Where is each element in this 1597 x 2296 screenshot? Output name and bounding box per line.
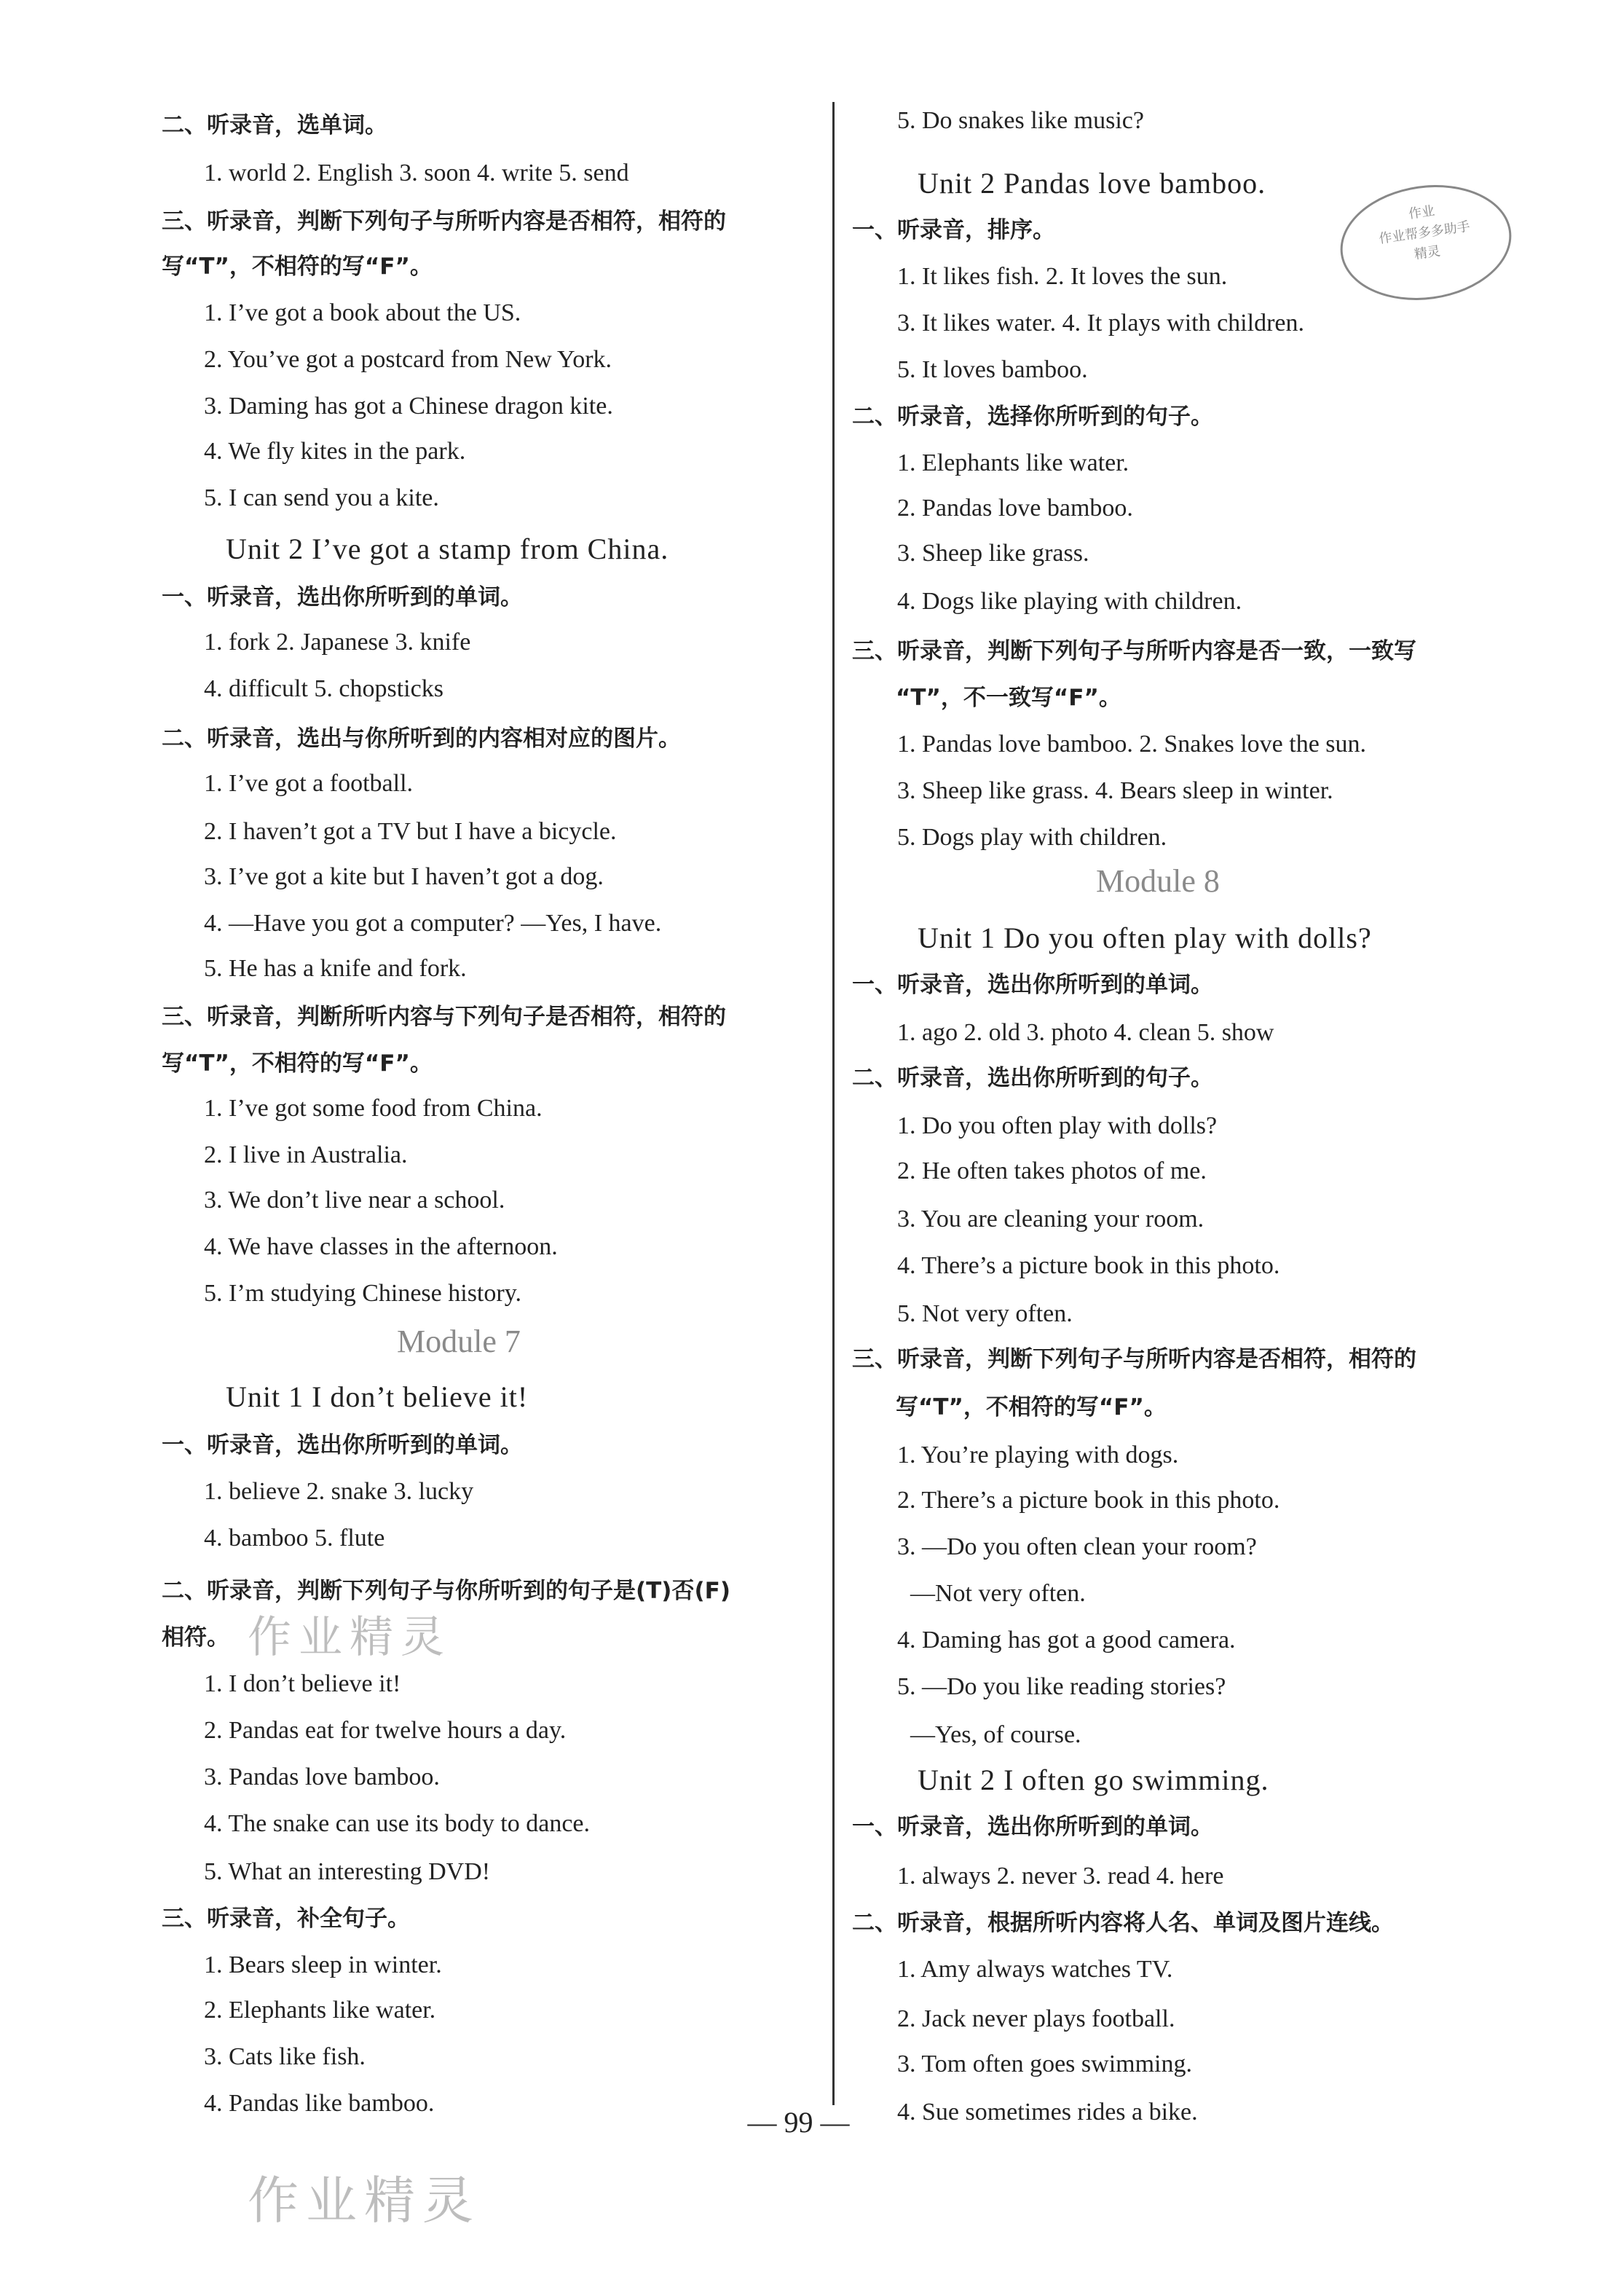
unit-title: Unit 1 I don’t believe it!: [226, 1380, 529, 1413]
list-item: 4. Sue sometimes rides a bike.: [897, 2099, 1198, 2126]
list-item: 2. Jack never plays football.: [897, 2005, 1175, 2032]
section-heading: 二、听录音，选单词。: [162, 112, 387, 138]
page-number: — 99 —: [747, 2106, 850, 2139]
list-item: 2. Pandas love bamboo.: [897, 495, 1133, 522]
section-heading: “T”，不一致写“F”。: [896, 685, 1121, 711]
list-item: 3. You are cleaning your room.: [897, 1206, 1204, 1232]
list-item: 1. Do you often play with dolls?: [897, 1112, 1218, 1139]
section-heading: 相符。: [162, 1624, 229, 1651]
section-heading: 一、听录音，选出你所听到的单词。: [162, 1432, 523, 1458]
list-item: 2. I haven’t got a TV but I have a bicycle.: [204, 818, 617, 845]
list-item: 3. I’ve got a kite but I haven’t got a dog.: [204, 863, 604, 890]
list-item: 2. I live in Australia.: [204, 1141, 408, 1168]
list-item: 4. Dogs like playing with children.: [897, 588, 1242, 615]
module-title: Module 8: [1096, 863, 1220, 899]
list-item: 5. He has a knife and fork.: [204, 955, 467, 982]
list-item: 5. —Do you like reading stories?: [897, 1673, 1226, 1700]
section-heading: 二、听录音，选择你所听到的句子。: [852, 404, 1213, 430]
list-item: 1. I’ve got a football.: [204, 770, 414, 797]
list-item: 2. You’ve got a postcard from New York.: [204, 346, 612, 373]
section-heading: 二、听录音，选出你所听到的句子。: [852, 1065, 1213, 1091]
section-heading: 二、听录音，根据所听内容将人名、单词及图片连线。: [852, 1910, 1394, 1936]
section-heading: 写“T”，不相符的写“F”。: [162, 253, 433, 280]
stamp-seal: 作业 作业帮多多助手 精灵: [1333, 174, 1518, 310]
section-heading: 一、听录音，选出你所听到的单词。: [162, 584, 523, 610]
section-heading: 三、听录音，判断下列句子与所听内容是否相符，相符的: [162, 208, 726, 235]
unit-title: Unit 2 Pandas love bamboo.: [918, 167, 1266, 200]
list-item: 1. It likes fish. 2. It loves the sun.: [897, 263, 1228, 290]
list-item: 5. Do snakes like music?: [897, 107, 1144, 134]
list-item: 5. Dogs play with children.: [897, 824, 1167, 851]
module-title: Module 7: [397, 1324, 521, 1359]
list-item: 1. Bears sleep in winter.: [204, 1951, 442, 1978]
list-item: 2. Pandas eat for twelve hours a day.: [204, 1717, 567, 1744]
list-item: 1. ago 2. old 3. photo 4. clean 5. show: [897, 1019, 1274, 1046]
list-item: 5. What an interesting DVD!: [204, 1858, 491, 1885]
list-item: 5. Not very often.: [897, 1300, 1073, 1327]
list-item: 1. world 2. English 3. soon 4. write 5. send: [204, 160, 629, 186]
list-item: 2. There’s a picture book in this photo.: [897, 1487, 1280, 1514]
list-item: 1. always 2. never 3. read 4. here: [897, 1863, 1224, 1890]
list-item: 2. Elephants like water.: [204, 1997, 436, 2024]
list-item: 4. There’s a picture book in this photo.: [897, 1252, 1280, 1279]
list-item: 3. Tom often goes swimming.: [897, 2051, 1192, 2077]
list-item: 4. We have classes in the afternoon.: [204, 1233, 558, 1260]
list-item: 3. Sheep like grass. 4. Bears sleep in winter.: [897, 777, 1333, 804]
list-item: 3. Sheep like grass.: [897, 540, 1089, 567]
list-item: 3. —Do you often clean your room?: [897, 1533, 1257, 1560]
list-item: 5. I’m studying Chinese history.: [204, 1280, 521, 1307]
list-item: 4. bamboo 5. flute: [204, 1525, 385, 1552]
list-item: 1. I don’t believe it!: [204, 1670, 401, 1697]
section-heading: 二、听录音，选出与你所听到的内容相对应的图片。: [162, 726, 681, 752]
column-divider: [832, 102, 835, 2105]
unit-title: Unit 1 Do you often play with dolls?: [918, 921, 1372, 954]
section-heading: 一、听录音，排序。: [852, 217, 1055, 243]
section-heading: 二、听录音，判断下列句子与你所听到的句子是(T)否(F): [162, 1578, 730, 1604]
list-item: 4. We fly kites in the park.: [204, 438, 466, 465]
list-item: 1. I’ve got a book about the US.: [204, 299, 521, 326]
watermark: 作业精灵: [248, 2171, 481, 2230]
list-item: —Yes, of course.: [910, 1721, 1081, 1748]
section-heading: 三、听录音，判断下列句子与所听内容是否相符，相符的: [852, 1346, 1416, 1372]
list-item: 3. It likes water. 4. It plays with children.: [897, 310, 1304, 337]
list-item: 3. Daming has got a Chinese dragon kite.: [204, 393, 613, 420]
list-item: 4. Daming has got a good camera.: [897, 1627, 1236, 1654]
list-item: 2. He often takes photos of me.: [897, 1157, 1207, 1184]
watermark: 作业精灵: [248, 1612, 452, 1663]
list-item: 1. believe 2. snake 3. lucky: [204, 1478, 474, 1505]
list-item: 1. fork 2. Japanese 3. knife: [204, 629, 471, 656]
section-heading: 写“T”，不相符的写“F”。: [896, 1394, 1167, 1420]
list-item: 3. Pandas love bamboo.: [204, 1764, 440, 1790]
unit-title: Unit 2 I often go swimming.: [918, 1764, 1269, 1796]
list-item: 3. Cats like fish.: [204, 2043, 366, 2070]
list-item: 5. I can send you a kite.: [204, 484, 439, 511]
list-item: 4. difficult 5. chopsticks: [204, 675, 443, 702]
list-item: 4. The snake can use its body to dance.: [204, 1810, 591, 1837]
section-heading: 一、听录音，选出你所听到的单词。: [852, 972, 1213, 998]
section-heading: 写“T”，不相符的写“F”。: [162, 1050, 433, 1077]
section-heading: 三、听录音，判断下列句子与所听内容是否一致，一致写: [852, 638, 1416, 664]
list-item: 4. —Have you got a computer? —Yes, I have.: [204, 910, 662, 937]
section-heading: 一、听录音，选出你所听到的单词。: [852, 1814, 1213, 1840]
unit-title: Unit 2 I’ve got a stamp from China.: [226, 532, 669, 565]
list-item: 1. Amy always watches TV.: [897, 1956, 1173, 1983]
list-item: 3. We don’t live near a school.: [204, 1187, 505, 1214]
list-item: 1. I’ve got some food from China.: [204, 1095, 543, 1122]
list-item: 1. Pandas love bamboo. 2. Snakes love the sun.: [897, 731, 1367, 758]
section-heading: 三、听录音，判断所听内容与下列句子是否相符，相符的: [162, 1004, 726, 1030]
list-item: 1. You’re playing with dogs.: [897, 1442, 1179, 1469]
list-item: 4. Pandas like bamboo.: [204, 2090, 435, 2117]
list-item: —Not very often.: [910, 1580, 1086, 1607]
section-heading: 三、听录音，补全句子。: [162, 1906, 410, 1932]
list-item: 5. It loves bamboo.: [897, 356, 1088, 383]
list-item: 1. Elephants like water.: [897, 449, 1129, 476]
